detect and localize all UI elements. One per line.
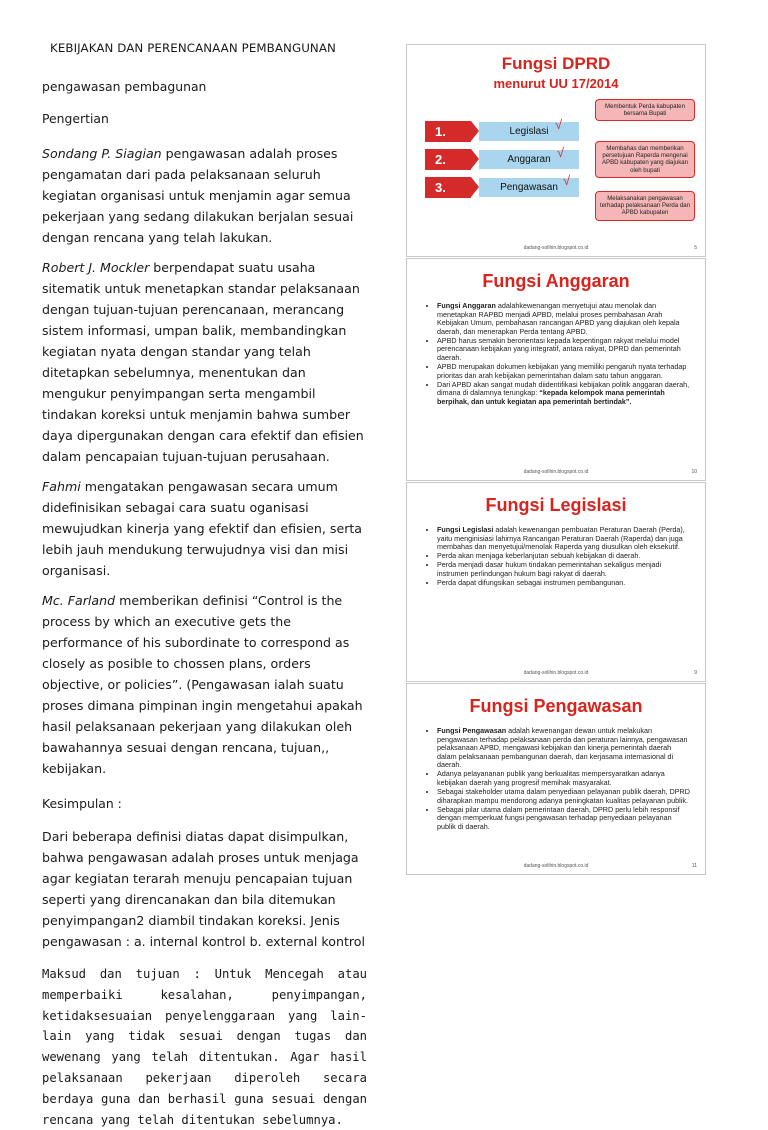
definition-paragraph: [42, 257, 367, 467]
definition-text: mengatakan pengawasan secara umum didefinisikan sebagai cara suatu oganisasi mewujudkan kinerja yang efektif dan efisien, serta lebih jauh mendukung terwujudnya visi dan misi organisasi.: [42, 479, 363, 578]
list-item: • APBD merupakan dokumen kebijakan yang memiliki pengaruh nyata terhadap prioritas dan arah kebijakan pemerintahan dalam satu tahun anggaran.: [437, 363, 691, 380]
slide-title: Fungsi DPRD: [501, 54, 611, 73]
definition-author: Fahmi: [42, 479, 81, 494]
definition-author: Mc. Farland: [42, 593, 116, 608]
slide-title: Fungsi Pengawasan: [469, 696, 643, 716]
item-number: 3.: [425, 177, 471, 198]
definition-paragraph: [42, 476, 367, 581]
definition-text: berpendapat suatu usaha sitematik untuk menetapkan standar pelaksanaan dengan tujuan-tujuan perencanaan, merancang sistem informasi, umpan balik, membandingkan kegiatan nyata dengan standar yang telah ditetapkan sebelumnya, menentukan dan mengukur penyimpangan serta mengambil tindakan koreksi untuk menjamin bahwa sumber daya dipergunakan dengan cara efektif dan efisien dalam pencapaian tujuan-tujuan perusahaan.: [42, 260, 364, 464]
section-label: Pengertian: [42, 111, 109, 126]
slide-bullet-list: [407, 727, 705, 832]
item-label: Pengawasan: [479, 178, 579, 197]
definition-text: pengawasan adalah proses pengamatan dari pada pelaksanaan seluruh kegiatan organisasi untuk menjamin agar semua pekerjaan yang sedang dilakukan berjalan sesuai dengan rencana yang telah lakukan.: [42, 146, 354, 245]
conclusion-paragraph: Dari beberapa definisi diatas dapat disimpulkan, bahwa pengawasan adalah proses untuk menjaga agar kegiatan terarah menuju pencapaian tujuan seperti yang direncanakan dan bila ditemukan penyimpangan2 diambil tindakan koreksi. Jenis pengawasan : a. internal kontrol b. external kontrol: [42, 829, 365, 949]
slide-title: Fungsi Anggaran: [482, 271, 630, 291]
slide-page-number: 5: [694, 245, 697, 251]
definition-paragraph: [42, 143, 367, 248]
slide-title: Fungsi Legislasi: [485, 495, 627, 515]
document-subheading: pengawasan pembagunan: [42, 79, 207, 94]
arrow-icon: [471, 121, 479, 141]
item-label: Anggaran: [479, 150, 579, 169]
slide-page-number: 11: [691, 863, 697, 869]
item-number: 2.: [425, 149, 471, 170]
slide-page-number: 10: [691, 469, 697, 475]
check-icon: √: [555, 117, 563, 132]
item-number: 1.: [425, 121, 471, 142]
list-item: • Perda dapat difungsikan sebagai instrumen pembangunan.: [437, 579, 691, 588]
slide-subtitle: menurut UU 17/2014: [493, 76, 619, 91]
definition-author: Robert J. Mockler: [42, 260, 150, 275]
slide-footer: dadang-solihin.blogspot.co.id: [523, 670, 589, 676]
list-item: • Fungsi Pengawasan adalah kewenangan dewan untuk melakukan pengawasan terhadap pelaksanaan perda dan peraturan lainnya, pengawasan pelaksanaan APBD, mengawasi kebijakan dan kinerja pemerintah daerah dalam pelaksanaan pembangunan daerah, dan kerjasama internasional di daerah.: [437, 727, 691, 770]
arrow-icon: [471, 149, 479, 169]
document-text-column: [42, 38, 367, 1130]
arrow-icon: [471, 177, 479, 197]
slide-page-number: 9: [694, 670, 697, 676]
check-icon: √: [563, 173, 571, 188]
slide-bullet-list: [407, 526, 705, 588]
list-item: • Perda akan menjaga keberlanjutan sebuah kebijakan di daerah.: [437, 552, 691, 561]
slide-fungsi-anggaran: [406, 258, 706, 481]
slide-fungsi-dprd: [406, 44, 706, 257]
definition-text: memberikan definisi “Control is the process by which an executive gets the performance of his subordinate to correspond as closely as posible to chossen plans, orders objective, or policies”. (Pengawasan ialah suatu proses dimana pimpinan ingin mengetahui apakah hasil pelaksanaan pekerjaan yang dilakukan oleh bawahannya sesuai dengan rencana, tujuan,, kebijakan.: [42, 593, 363, 776]
slide-fungsi-pengawasan: [406, 683, 706, 875]
definition-author: Sondang P. Siagian: [42, 146, 162, 161]
definition-paragraph: [42, 590, 367, 779]
slide-footer: dadang-solihin.blogspot.co.id: [523, 245, 589, 251]
slide-footer: dadang-solihin.blogspot.co.id: [523, 469, 589, 475]
item-callout: Melaksanakan pengawasan terhadap pelaksanaan Perda dan APBD kabupaten: [595, 191, 695, 221]
item-callout: Membentuk Perda kabupaten bersama Bupati: [595, 99, 695, 121]
purpose-paragraph: Maksud dan tujuan : Untuk Mencegah atau memperbaiki kesalahan, penyimpangan, ketidaksesuaian penyelenggaraan yang lain-lain yang tidak sesuai dengan tugas dan wewenang yang telah ditentukan. Agar hasil pelaksanaan pekerjaan diperoleh secara berdaya guna dan berhasil guna sesuai dengan rencana yang telah ditentukan sebelumnya.: [42, 967, 367, 1127]
slide-footer: dadang-solihin.blogspot.co.id: [523, 863, 589, 869]
check-icon: √: [557, 145, 565, 160]
list-item: • APBD harus semakin berorientasi kepada kepentingan rakyat melalui model perencanaan kebijakan yang integratif, antara rakyat, DPRD dan pemerintah daerah.: [437, 337, 691, 363]
item-label: Legislasi: [479, 122, 579, 141]
list-item: • Adanya pelayananan publik yang berkualitas mempersyaratkan adanya kebijakan daerah yang progresif memihak masyarakat.: [437, 770, 691, 787]
item-callout: Membahas dan memberikan persetujuan Raperda mengenai APBD kabupaten yang diajukan oleh bupati: [595, 141, 695, 178]
document-heading: KEBIJAKAN DAN PERENCANAAN PEMBANGUNAN: [50, 41, 336, 55]
slide-fungsi-legislasi: [406, 482, 706, 682]
list-item: • Fungsi Legislasi adalah kewenangan pembuatan Peraturan Daerah (Perda), yaitu menginisiasi lahirnya Rancangan Peraturan Daerah (Raperda) dan juga membahas dan menyetujui/menolak Raperda yang diusulkan oleh eksekutif.: [437, 526, 691, 552]
list-item: • Sebagai stakeholder utama dalam penyediaan pelayanan publik daerah, DPRD diharapkan mampu mendorong adanya peningkatan kualitas pelayanan publik.: [437, 788, 691, 805]
conclusion-label: Kesimpulan :: [42, 796, 122, 811]
list-item: • Perda menjadi dasar hukum tindakan pemerintahan sekaligus menjadi instrumen perlindungan hukum bagi rakyat di daerah.: [437, 561, 691, 578]
slide-bullet-list: [407, 302, 705, 407]
list-item: • Fungsi Anggaran adalahkewenangan menyetujui atau menolak dan menetapkan RAPBD menjadi APBD, melalui proses pembahasan Arah Kebijakan Umum, pembahasan rancangan APBD yang diajukan oleh kepala daerah, dan menerapkan Perda tentang APBD.: [437, 302, 691, 336]
list-item: • Dari APBD akan sangat mudah diidentifikasi kebijakan politik anggaran daerah, dimana di dalamnya terungkap: “kepada kelompok mana pemerintah berpihak, dan untuk kegiatan apa pemerintah bertindak”.: [437, 381, 691, 407]
list-item: • Sebagai pilar utama dalam pemerintaan daerah, DPRD perlu lebih responsif dengan memperkuat fungsi pengawasan terhadap penyediaan pelayanan publik di daerah.: [437, 806, 691, 832]
